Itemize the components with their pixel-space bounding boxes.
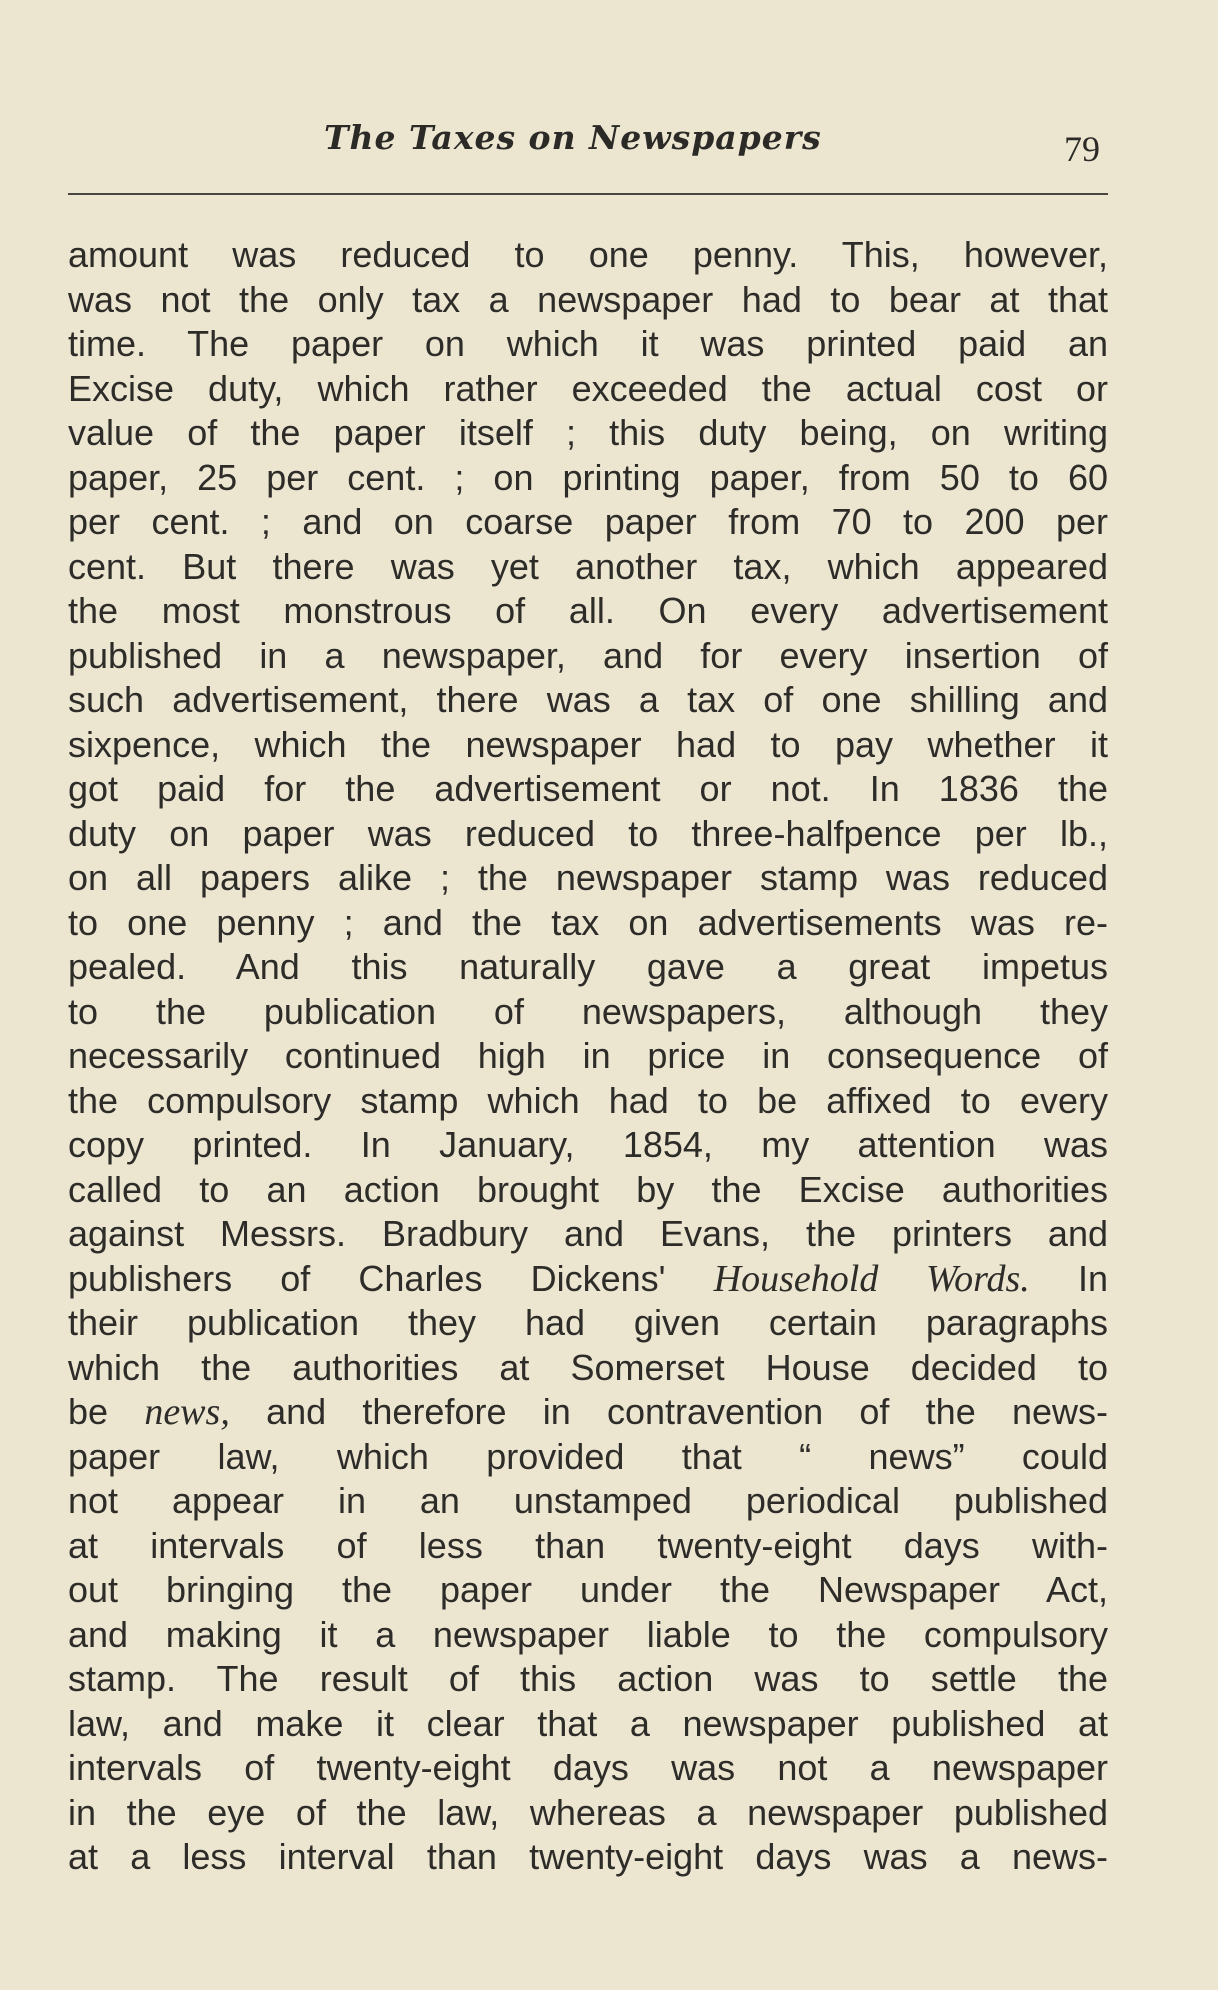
running-title: The Taxes on Newspapers	[324, 118, 822, 157]
italic-title: Household Words.	[713, 1257, 1030, 1300]
text-line: Excise duty, which rather exceeded the actual cost or	[68, 367, 1108, 409]
text-line: to the publication of newspapers, although they	[68, 990, 1108, 1032]
text-line: published in a newspaper, and for every insertion of	[68, 634, 1108, 676]
text-line: amount was reduced to one penny. This, however,	[68, 234, 1108, 275]
text-line: and making it a newspaper liable to the compulsory	[68, 1613, 1108, 1655]
text-line: paper law, which provided that “ news” could	[68, 1435, 1108, 1477]
text-line-with-italic-word	[68, 1390, 1108, 1435]
text-segment: In	[1077, 1257, 1108, 1299]
text-line: per cent. ; and on coarse paper from 70 to 200 per	[68, 501, 1108, 542]
text-line: intervals of twenty-eight days was not a newspaper	[68, 1747, 1108, 1788]
text-segment: and therefore in contravention of the news-	[266, 1391, 1108, 1432]
italic-word: news,	[144, 1391, 230, 1433]
text-line: to one penny ; and the tax on advertisements was re-	[68, 901, 1108, 943]
text-line: pealed. And this naturally gave a great impetus	[68, 946, 1108, 987]
text-line: copy printed. In January, 1854, my attention was	[68, 1124, 1108, 1165]
text-line: time. The paper on which it was printed paid an	[68, 323, 1108, 364]
text-line: at intervals of less than twenty-eight days with-	[68, 1524, 1108, 1566]
text-line: cent. But there was yet another tax, which appeared	[68, 545, 1108, 587]
text-line: called to an action brought by the Excise authorities	[68, 1168, 1108, 1210]
text-line: was not the only tax a newspaper had to bear at that	[68, 278, 1108, 320]
text-line: against Messrs. Bradbury and Evans, the printers and	[68, 1213, 1108, 1254]
text-line: necessarily continued high in price in consequence of	[68, 1035, 1108, 1076]
text-line: which the authorities at Somerset House decided to	[68, 1346, 1108, 1388]
text-line: paper, 25 per cent. ; on printing paper, from 50 to 60	[68, 456, 1108, 498]
text-line: stamp. The result of this action was to settle the	[68, 1658, 1108, 1699]
text-line: the most monstrous of all. On every advertisement	[68, 590, 1108, 631]
header-rule	[68, 193, 1108, 195]
text-line: out bringing the paper under the Newspaper Act,	[68, 1569, 1108, 1610]
text-line: at a less interval than twenty-eight days was a news-	[68, 1836, 1108, 1877]
text-line: such advertisement, there was a tax of one shilling and	[68, 679, 1108, 720]
text-line-with-italic-title	[68, 1257, 1108, 1302]
text-line: law, and make it clear that a newspaper published at	[68, 1702, 1108, 1744]
text-line: on all papers alike ; the newspaper stamp was reduced	[68, 857, 1108, 898]
page-number: 79	[1064, 129, 1100, 169]
text-line: value of the paper itself ; this duty being, on writing	[68, 412, 1108, 453]
body-text	[68, 233, 1108, 1880]
text-line: their publication they had given certain paragraphs	[68, 1302, 1108, 1343]
text-line: duty on paper was reduced to three-halfpence per lb.,	[68, 812, 1108, 854]
text-line: sixpence, which the newspaper had to pay whether it	[68, 723, 1108, 765]
text-segment: publishers of Charles Dickens'	[68, 1257, 666, 1299]
text-line: not appear in an unstamped periodical published	[68, 1480, 1108, 1521]
text-line: got paid for the advertisement or not. In 1836 the	[68, 768, 1108, 809]
running-head	[0, 118, 1218, 168]
text-segment: be	[68, 1391, 109, 1432]
text-line: the compulsory stamp which had to be affixed to every	[68, 1079, 1108, 1121]
text-line: in the eye of the law, whereas a newspaper published	[68, 1791, 1108, 1833]
